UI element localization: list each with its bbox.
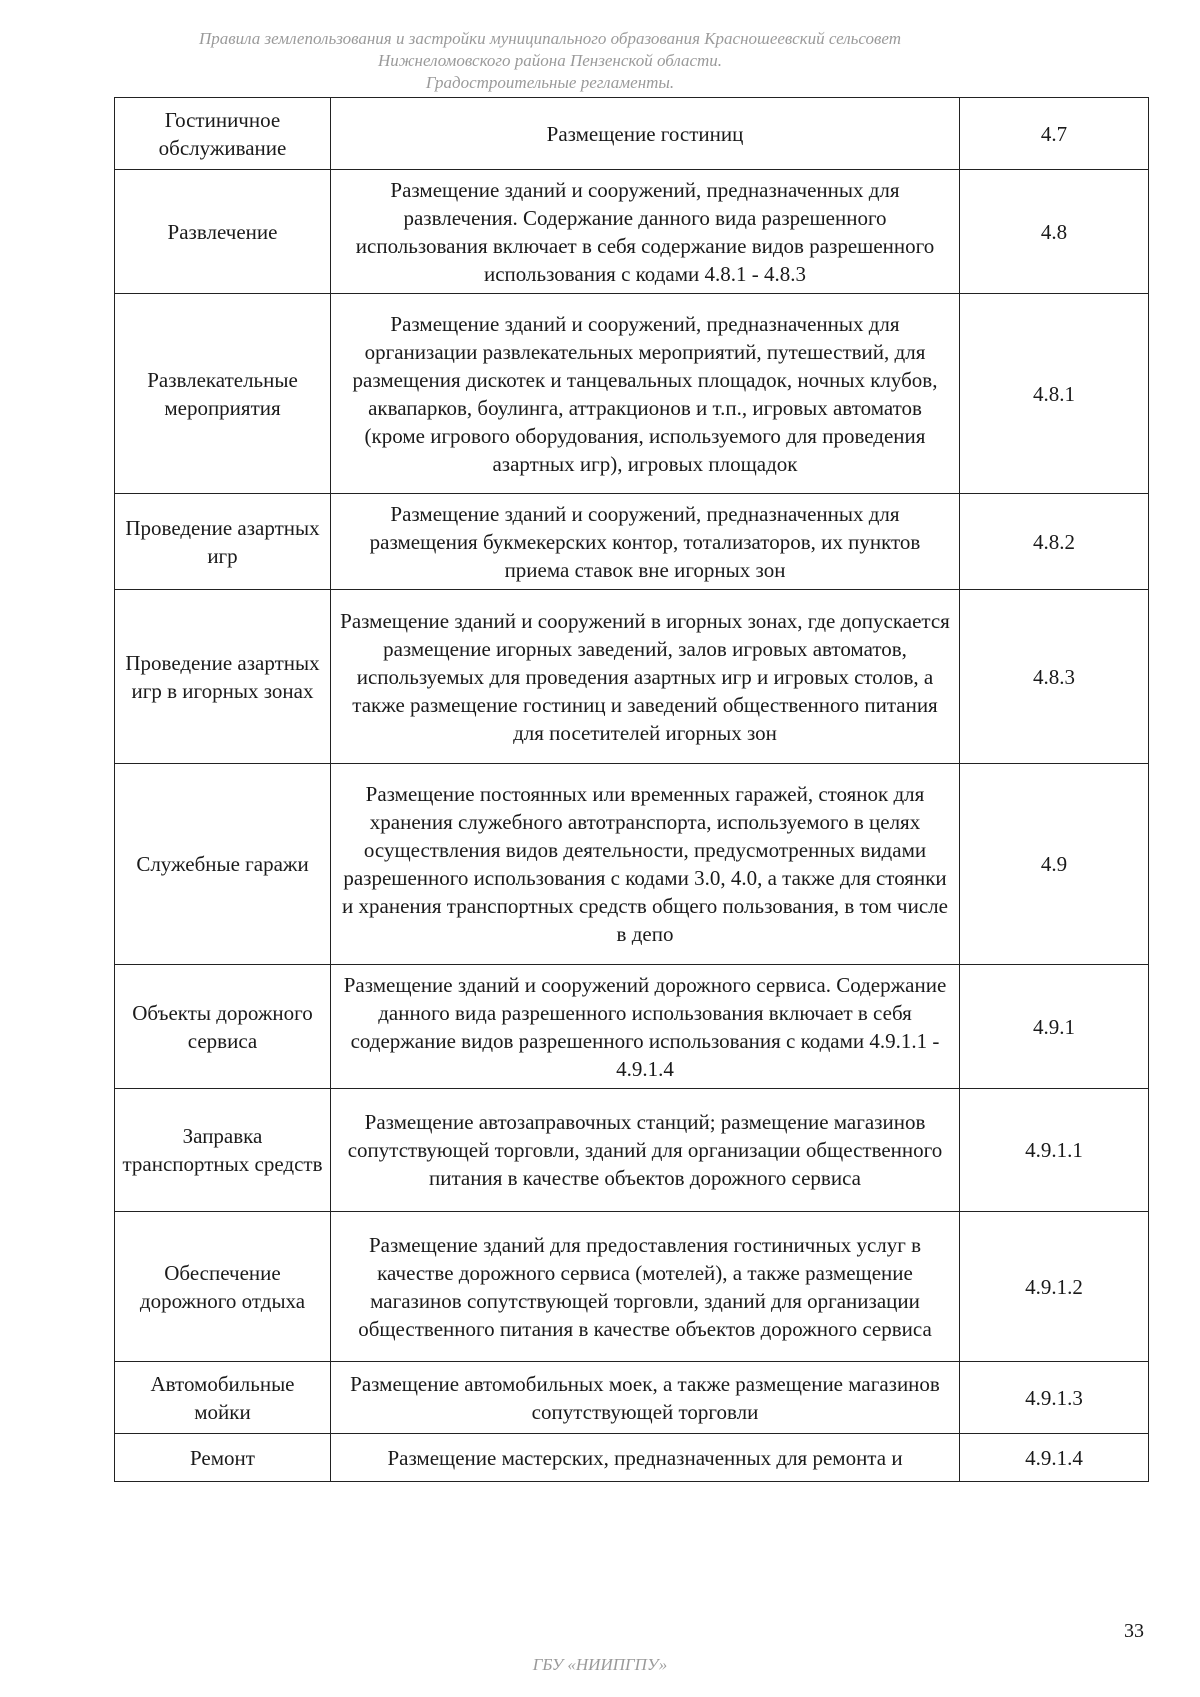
use-type-code: 4.9.1.1 — [960, 1089, 1149, 1212]
table-row — [115, 294, 1149, 494]
use-type-name: Ремонт — [115, 1434, 331, 1482]
document-footer: ГБУ «НИИПГПУ» — [532, 1655, 668, 1674]
use-type-description: Размещение постоянных или временных гаражей, стоянок для хранения служебного автотранспорта, используемого в целях осуществления видов деятельности, предусмотренных видами разрешенного использования с кодами 3.0, 4.0, а также для стоянки и хранения транспортных средств общего пользования, в том числе в депо — [331, 764, 960, 965]
use-type-code: 4.9 — [960, 764, 1149, 965]
use-type-code: 4.9.1.3 — [960, 1362, 1149, 1434]
table-row — [115, 1434, 1149, 1482]
table-row — [115, 1212, 1149, 1362]
use-type-code: 4.8 — [960, 170, 1149, 294]
table-row — [115, 170, 1149, 294]
use-type-code: 4.9.1 — [960, 965, 1149, 1089]
use-type-code: 4.9.1.2 — [960, 1212, 1149, 1362]
use-type-description: Размещение мастерских, предназначенных для ремонта и — [331, 1434, 960, 1482]
use-type-code: 4.8.1 — [960, 294, 1149, 494]
use-type-code: 4.7 — [960, 98, 1149, 170]
use-type-name: Проведение азартных игр — [115, 494, 331, 590]
header-line-1: Правила землепользования и застройки муниципального образования Красношеевский сельсовет — [198, 29, 902, 48]
use-type-name: Заправка транспортных средств — [115, 1089, 331, 1212]
use-type-description: Размещение зданий для предоставления гостиничных услуг в качестве дорожного сервиса (мотелей), а также размещение магазинов сопутствующей торговли, зданий для организации общественного питания в качестве объектов дорожного сервиса — [331, 1212, 960, 1362]
use-type-name: Гостиничное обслуживание — [115, 98, 331, 170]
table-row — [115, 1362, 1149, 1434]
table-row — [115, 965, 1149, 1089]
use-type-description: Размещение зданий и сооружений, предназначенных для размещения букмекерских контор, тотализаторов, их пунктов приема ставок вне игорных зон — [331, 494, 960, 590]
use-type-description: Размещение автомобильных моек, а также размещение магазинов сопутствующей торговли — [331, 1362, 960, 1434]
use-type-name: Развлекательные мероприятия — [115, 294, 331, 494]
use-type-code: 4.8.2 — [960, 494, 1149, 590]
use-type-name: Служебные гаражи — [115, 764, 331, 965]
table-row — [115, 98, 1149, 170]
use-type-name: Автомобильные мойки — [115, 1362, 331, 1434]
document-header — [150, 28, 950, 94]
table-row — [115, 1089, 1149, 1212]
use-type-description: Размещение зданий и сооружений, предназначенных для развлечения. Содержание данного вида разрешенного использования включает в себя содержание видов разрешенного использования с кодами 4.8.1 - 4.8.3 — [331, 170, 960, 294]
use-type-description: Размещение зданий и сооружений, предназначенных для организации развлекательных мероприятий, путешествий, для размещения дискотек и танцевальных площадок, ночных клубов, аквапарков, боулинга, аттракционов и т.п., игровых автоматов (кроме игрового оборудования, используемого для проведения азартных игр), игровых площадок — [331, 294, 960, 494]
use-type-name: Проведение азартных игр в игорных зонах — [115, 590, 331, 764]
use-type-name: Объекты дорожного сервиса — [115, 965, 331, 1089]
use-type-description: Размещение зданий и сооружений в игорных зонах, где допускается размещение игорных заведений, залов игровых автоматов, используемых для проведения азартных игр и игровых столов, а также размещение гостиниц и заведений общественного питания для посетителей игорных зон — [331, 590, 960, 764]
use-type-description: Размещение гостиниц — [331, 98, 960, 170]
table-row — [115, 764, 1149, 965]
use-type-name: Обеспечение дорожного отдыха — [115, 1212, 331, 1362]
use-type-code: 4.8.3 — [960, 590, 1149, 764]
use-type-description: Размещение автозаправочных станций; размещение магазинов сопутствующей торговли, зданий для организации общественного питания в качестве объектов дорожного сервиса — [331, 1089, 960, 1212]
use-type-name: Развлечение — [115, 170, 331, 294]
use-type-code: 4.9.1.4 — [960, 1434, 1149, 1482]
regulations-table — [114, 97, 1149, 1482]
table-row — [115, 590, 1149, 764]
header-line-2: Нижнеломовского района Пензенской области. — [377, 51, 723, 70]
header-line-3: Градостроительные регламенты. — [425, 73, 675, 92]
table-row — [115, 494, 1149, 590]
use-type-description: Размещение зданий и сооружений дорожного сервиса. Содержание данного вида разрешенного использования включает в себя содержание видов разрешенного использования с кодами 4.9.1.1 - 4.9.1.4 — [331, 965, 960, 1089]
page-number: 33 — [1124, 1620, 1144, 1642]
